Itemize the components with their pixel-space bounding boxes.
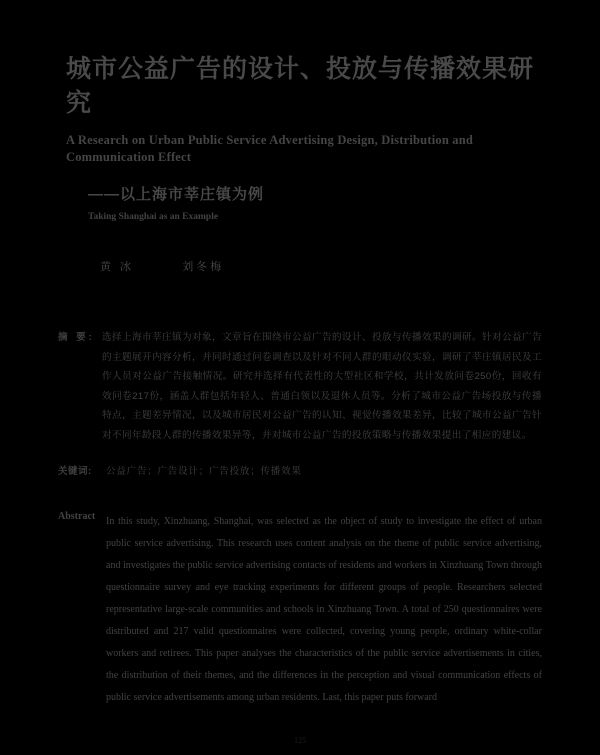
author-one: 黄 冰 — [100, 261, 135, 273]
abstract-english-text: In this study, Xinzhuang, Shanghai, was selected as the object of study to investigate the effect of urban public service advertising. This research uses content analysis on the theme of public service advertising, and investigates the public service advertising contacts of residents and workers in Xinzhuang Town through questionnaire survey and eye tracking experiments for different groups of people. Researchers selected representative large-scale communities and schools in Xinzhuang Town. A total of 250 questionnaires were distributed and 217 valid questionnaires were collected, covering young people, ordinary white-collar workers and retirees. This paper analyses the characteristics of the public service advertisements in cities, the distribution of their themes, and the differences in the perception and visual communication effects of public service advertisements among urban residents. Last, this paper puts forward — [106, 516, 542, 703]
abstract-english — [58, 511, 542, 709]
subtitle-english: Taking Shanghai as an Example — [88, 212, 219, 222]
keywords-text: 公益广告；广告设计；广告投放；传播效果 — [106, 466, 302, 477]
abstract-english-label: Abstract — [58, 511, 96, 522]
page-title: 城市公益广告的设计、投放与传播效果研究 — [66, 55, 535, 117]
abstract-chinese-text: 选择上海市莘庄镇为对象，文章旨在围绕市公益广告的设计、投放与传播效果的调研。针对公益广告的主题展开内容分析，并同时通过问卷调查以及针对不同人群的眼动仪实验，调研了莘庄镇居民及工作人员对公益广告接触情况。研究并选择有代表性的大型社区和学校，共计发放问卷250份，回收有效问卷217份，涵盖人群包括年轻人、普通白领以及退休人员等。分析了城市公益广告场投放与传播特点，主题差异情况，以及城市居民对公益广告的认知、视觉传播效果差异，比较了城市公益广告针对不同年龄段人群的传播效果异等，并对城市公益广告的投放策略与传播效果提出了相应的建议。 — [102, 332, 542, 441]
abstract-chinese-label: 摘 要: — [58, 332, 95, 343]
page-number: 125 — [294, 736, 306, 745]
author-list — [100, 258, 542, 274]
title-english: A Research on Urban Public Service Advertising Design, Distribution and Communication Effect — [66, 133, 474, 164]
keywords-label: 关键词: — [58, 466, 92, 477]
subtitle-chinese: ——以上海市莘庄镇为例 — [88, 186, 265, 203]
abstract-chinese — [58, 328, 542, 445]
author-two: 刘冬梅 — [182, 261, 225, 273]
keywords-section — [58, 463, 542, 477]
